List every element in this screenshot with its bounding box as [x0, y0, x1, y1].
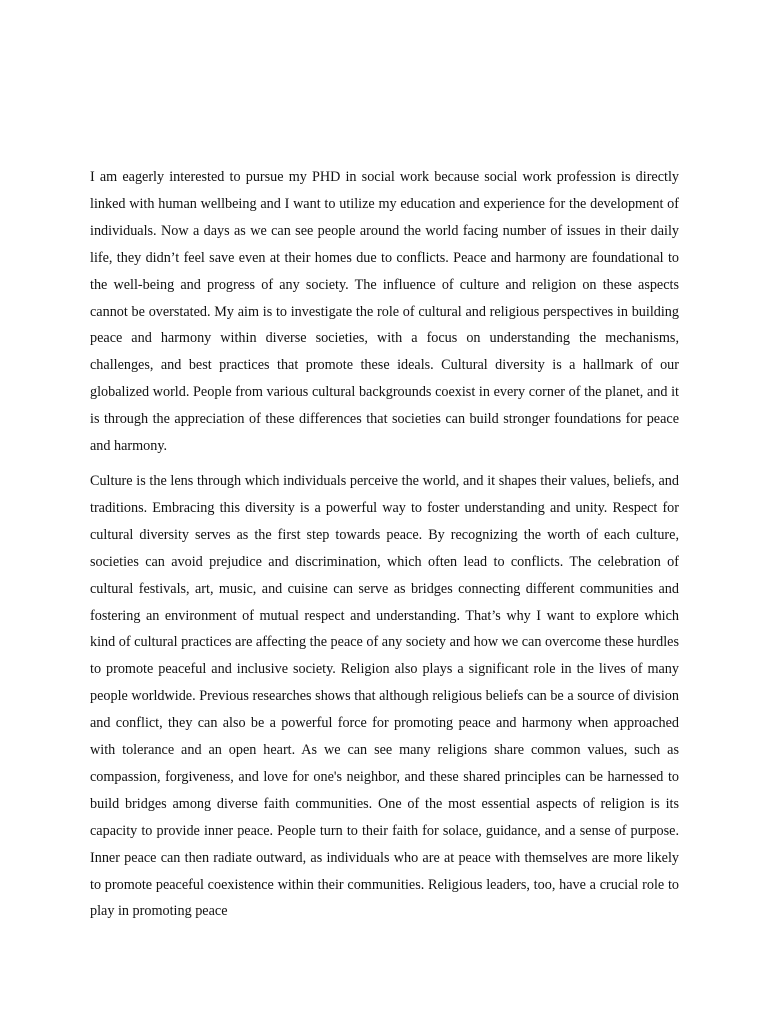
- document-body: [90, 164, 679, 925]
- paragraph-motivation: I am eagerly interested to pursue my PHD in social work because social work profession is directly linked with human wellbeing and I want to utilize my education and experience for the development of individuals. Now a days as we can see people around the world facing number of issues in their daily life, they didn’t feel save even at their homes due to conflicts. Peace and harmony are foundational to the well-being and progress of any society. The influence of culture and religion on these aspects cannot be overstated. My aim is to investigate the role of cultural and religious perspectives in building peace and harmony within diverse societies, with a focus on understanding the mechanisms, challenges, and best practices that promote these ideals. Cultural diversity is a hallmark of our globalized world. People from various cultural backgrounds coexist in every corner of the planet, and it is through the appreciation of these differences that societies can build stronger foundations for peace and harmony.: [90, 169, 679, 455]
- paragraph-culture-religion: Culture is the lens through which individuals perceive the world, and it shapes their values, beliefs, and traditions. Embracing this diversity is a powerful way to foster understanding and unity. Respect for cultural diversity serves as the first step towards peace. By recognizing the worth of each culture, societies can avoid prejudice and discrimination, which often lead to conflicts. The celebration of cultural festivals, art, music, and cuisine can serve as bridges connecting different communities and fostering an environment of mutual respect and understanding. That’s why I want to explore which kind of cultural practices are affecting the peace of any society and how we can overcome these hurdles to promote peaceful and inclusive society. Religion also plays a significant role in the lives of many people worldwide. Previous researches shows that although religious beliefs can be a source of division and conflict, they can also be a powerful force for promoting peace and harmony when approached with tolerance and an open heart. As we can see many religions share common values, such as compassion, forgiveness, and love for one's neighbor, and these shared principles can be harnessed to build bridges among diverse faith communities. One of the most essential aspects of religion is its capacity to provide inner peace. People turn to their faith for solace, guidance, and a sense of purpose. Inner peace can then radiate outward, as individuals who are at peace with themselves are more likely to promote peaceful coexistence within their communities. Religious leaders, too, have a crucial role to play in promoting peace: [90, 472, 679, 920]
